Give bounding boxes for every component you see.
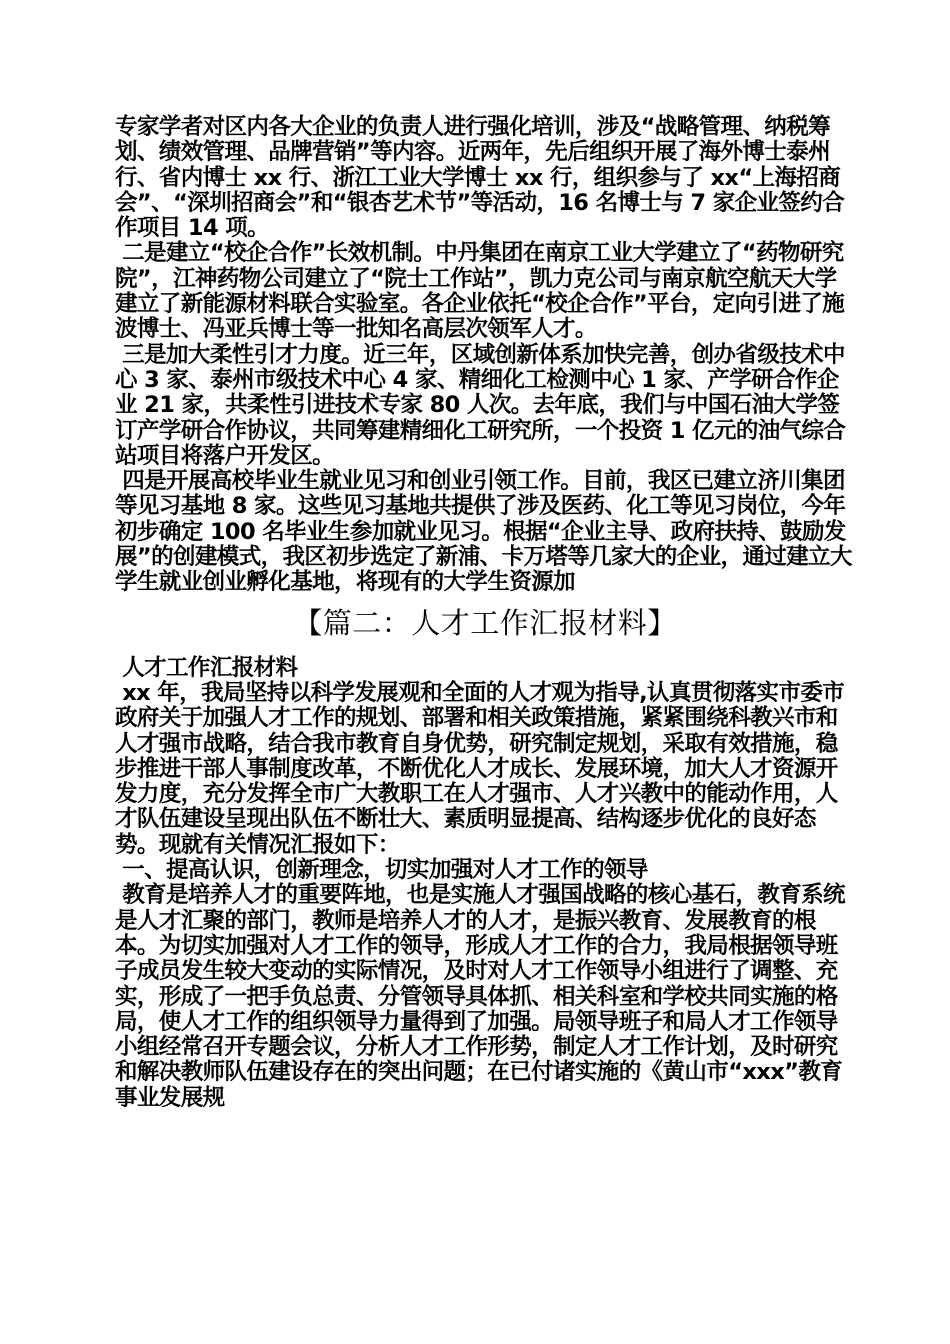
paragraph-flexible-talent: 三是加大柔性引才力度。近三年，区域创新体系加快完善，创办省级技术中心 3 家、泰州市级技术中心 4 家、精细化工检测中心 1 家、产学研合作企业 21 家，共柔性引进技术专家 80 人次。去年底，我们与中国石油大学签订产学研合作协议，共同筹建精细化工研究所，一个投资 1 亿元的油气综合站项目将落户开发区。: [115, 341, 846, 469]
report-heading: 人才工作汇报材料: [115, 654, 298, 681]
paragraph-training: 专家学者对区内各大企业的负责人进行强化培训，涉及“战略管理、纳税筹划、绩效管理、品牌营销”等内容。近两年，先后组织开展了海外博士泰州行、省内博士 xx 行、浙江工业大学博士 xx 行，组织参与了 xx“上海招商会”、“深圳招商会”和“银杏艺术节”等活动，16 名博士与 7 家企业签约合作项目 14 项。: [115, 114, 845, 242]
paragraph-education: 教育是培养人才的重要阵地，也是实施人才强国战略的核心基石，教育系统是人才汇聚的部门，教师是培养人才的人才，是振兴教育、发展教育的根本。为切实加强对人才工作的领导，形成人才工作的合力，我局根据领导班子成员发生较大变动的实际情况，及时对人才工作领导小组进行了调整、充实，形成了一把手负总责、分管领导具体抓、相关科室和学校共同实施的格局，使人才工作的组织领导力量得到了加强。局领导班子和局人才工作领导小组经常召开专题会议，分析人才工作形势，制定人才工作计划，及时研究和解决教师队伍建设存在的突出问题；在已付诸实施的《黄山市“xxx”教育事业发展规: [115, 882, 845, 1111]
section-spacer: [115, 640, 855, 656]
subheading-one: 一、提高认识，创新理念，切实加强对人才工作的领导: [115, 857, 648, 884]
paragraph-school-enterprise: 二是建立“校企合作”长效机制。中丹集团在南京工业大学建立了“药物研究院”，江神药物公司建立了“院士工作站”，凯力克公司与南京航空航天大学建立了新能源材料联合实验室。各企业依托“校企合作”平台，定向引进了施波博士、冯亚兵博士等一批知名高层次领军人才。: [115, 240, 845, 343]
document-page: [115, 115, 855, 1111]
paragraph-intro: xx 年，我局坚持以科学发展观和全面的人才观为指导,认真贯彻落实市委市政府关于加强人才工作的规划、部署和相关政策措施，紧紧围绕科教兴市和人才强市战略，结合我市教育自身优势，研究制定规划，采取有效措施，稳步推进干部人事制度改革，不断优化人才成长、发展环境，加大人才资源开发力度，充分发挥全市广大教职工在人才强市、人才兴教中的能动作用，人才队伍建设呈现出队伍不断壮大、素质明显提高、结构逐步优化的良好态势。现就有关情况汇报如下：: [115, 679, 845, 858]
section-title: 【篇二：人才工作汇报材料】: [293, 605, 677, 640]
paragraph-graduate-internship: 四是开展高校毕业生就业见习和创业引领工作。目前，我区已建立济川集团等见习基地 8 家。这些见习基地共提供了涉及医药、化工等见习岗位，今年初步确定 100 名毕业生参加就业见习。根据“企业主导、政府扶持、鼓励发展”的创建模式，我区初步选定了新浦、卡万塔等几家大的企业，通过建立大学生就业创业孵化基地，将现有的大学生资源加: [115, 468, 852, 596]
